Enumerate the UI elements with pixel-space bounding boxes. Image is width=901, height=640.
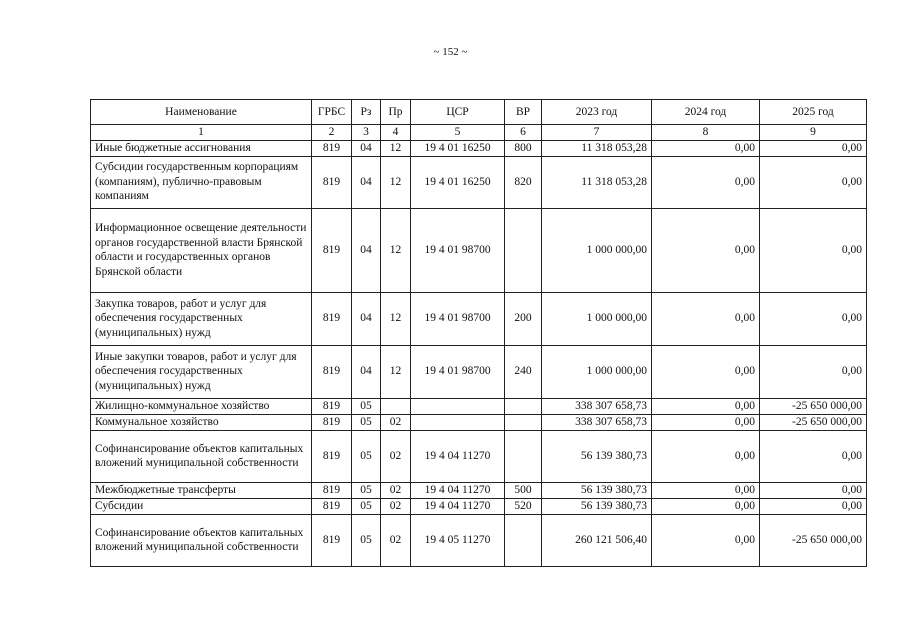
table-row [91,156,867,208]
row-2023: 1 000 000,00 [542,208,652,292]
column-number: 1 [91,125,312,141]
row-2024: 0,00 [652,208,760,292]
row-name: Иные закупки товаров, работ и услуг для обеспечения государственных (муниципальных) нужд [91,345,312,398]
row-rz: 04 [352,208,381,292]
row-2024: 0,00 [652,414,760,430]
row-grbs: 819 [312,345,352,398]
table-row [91,482,867,498]
row-2024: 0,00 [652,482,760,498]
page-number: ~ 152 ~ [433,46,468,58]
row-2023: 11 318 053,28 [542,140,652,156]
row-2023: 260 121 506,40 [542,514,652,566]
row-grbs: 819 [312,498,352,514]
row-vr [505,514,542,566]
row-rz: 04 [352,140,381,156]
column-number: 7 [542,125,652,141]
row-2023: 56 139 380,73 [542,430,652,482]
row-vr [505,414,542,430]
row-rz: 04 [352,292,381,345]
row-pr: 12 [381,140,411,156]
row-csr: 19 4 04 11270 [411,482,505,498]
row-2025: 0,00 [760,498,867,514]
table-row [91,514,867,566]
column-number-row [91,125,867,141]
column-number: 9 [760,125,867,141]
row-grbs: 819 [312,430,352,482]
row-2024: 0,00 [652,292,760,345]
row-2023: 338 307 658,73 [542,414,652,430]
column-number: 2 [312,125,352,141]
table-row [91,208,867,292]
row-csr: 19 4 01 98700 [411,292,505,345]
row-2025: -25 650 000,00 [760,414,867,430]
column-number: 3 [352,125,381,141]
row-grbs: 819 [312,514,352,566]
row-2025: 0,00 [760,345,867,398]
row-csr: 19 4 04 11270 [411,498,505,514]
row-pr: 12 [381,156,411,208]
table-row [91,430,867,482]
row-grbs: 819 [312,156,352,208]
row-vr: 800 [505,140,542,156]
row-vr [505,430,542,482]
header-pr: Пр [381,100,411,125]
row-2025: 0,00 [760,140,867,156]
row-2024: 0,00 [652,498,760,514]
row-csr [411,398,505,414]
row-name: Субсидии государственным корпорациям (компаниям), публично-правовым компаниям [91,156,312,208]
row-rz: 05 [352,498,381,514]
row-csr: 19 4 01 16250 [411,140,505,156]
row-rz: 05 [352,430,381,482]
row-2025: 0,00 [760,208,867,292]
row-2023: 1 000 000,00 [542,345,652,398]
row-name: Информационное освещение деятельности органов государственной власти Брянской области и государственных органов Брянской области [91,208,312,292]
row-rz: 05 [352,482,381,498]
row-pr: 12 [381,345,411,398]
row-2024: 0,00 [652,156,760,208]
row-vr: 200 [505,292,542,345]
row-2024: 0,00 [652,398,760,414]
table-row [91,498,867,514]
table-row [91,398,867,414]
row-2023: 338 307 658,73 [542,398,652,414]
row-vr [505,208,542,292]
row-name: Субсидии [91,498,312,514]
row-name: Коммунальное хозяйство [91,414,312,430]
row-grbs: 819 [312,414,352,430]
row-pr: 02 [381,498,411,514]
row-2023: 1 000 000,00 [542,292,652,345]
header-csr: ЦСР [411,100,505,125]
column-number: 4 [381,125,411,141]
row-pr: 02 [381,514,411,566]
row-grbs: 819 [312,140,352,156]
header-rz: Рз [352,100,381,125]
row-csr: 19 4 05 11270 [411,514,505,566]
header-name: Наименование [91,100,312,125]
header-2023: 2023 год [542,100,652,125]
row-pr: 02 [381,430,411,482]
row-rz: 05 [352,514,381,566]
row-name: Жилищно-коммунальное хозяйство [91,398,312,414]
header-vr: ВР [505,100,542,125]
row-pr: 12 [381,292,411,345]
row-rz: 05 [352,414,381,430]
row-csr: 19 4 04 11270 [411,430,505,482]
row-rz: 04 [352,345,381,398]
row-grbs: 819 [312,208,352,292]
header-2024: 2024 год [652,100,760,125]
row-2023: 56 139 380,73 [542,482,652,498]
row-grbs: 819 [312,292,352,345]
row-csr [411,414,505,430]
row-name: Иные бюджетные ассигнования [91,140,312,156]
row-pr: 02 [381,482,411,498]
row-pr: 12 [381,208,411,292]
row-grbs: 819 [312,398,352,414]
row-csr: 19 4 01 98700 [411,208,505,292]
row-2024: 0,00 [652,430,760,482]
row-2024: 0,00 [652,514,760,566]
column-number: 8 [652,125,760,141]
table-row [91,140,867,156]
row-grbs: 819 [312,482,352,498]
column-number: 5 [411,125,505,141]
row-pr [381,398,411,414]
row-2024: 0,00 [652,140,760,156]
budget-table [90,99,867,567]
row-name: Закупка товаров, работ и услуг для обеспечения государственных (муниципальных) нужд [91,292,312,345]
table-row [91,292,867,345]
header-row [91,100,867,125]
row-2025: -25 650 000,00 [760,514,867,566]
row-rz: 05 [352,398,381,414]
row-2025: -25 650 000,00 [760,398,867,414]
row-2023: 56 139 380,73 [542,498,652,514]
row-name: Софинансирование объектов капитальных вложений муниципальной собственности [91,430,312,482]
row-2025: 0,00 [760,156,867,208]
row-csr: 19 4 01 98700 [411,345,505,398]
row-vr: 520 [505,498,542,514]
table-row [91,345,867,398]
row-rz: 04 [352,156,381,208]
row-name: Межбюджетные трансферты [91,482,312,498]
row-2025: 0,00 [760,482,867,498]
row-2025: 0,00 [760,292,867,345]
row-vr: 500 [505,482,542,498]
header-grbs: ГРБС [312,100,352,125]
header-2025: 2025 год [760,100,867,125]
row-csr: 19 4 01 16250 [411,156,505,208]
row-vr [505,398,542,414]
table-row [91,414,867,430]
row-vr: 820 [505,156,542,208]
row-2024: 0,00 [652,345,760,398]
row-2023: 11 318 053,28 [542,156,652,208]
row-pr: 02 [381,414,411,430]
row-vr: 240 [505,345,542,398]
row-name: Софинансирование объектов капитальных вложений муниципальной собственности [91,514,312,566]
row-2025: 0,00 [760,430,867,482]
column-number: 6 [505,125,542,141]
